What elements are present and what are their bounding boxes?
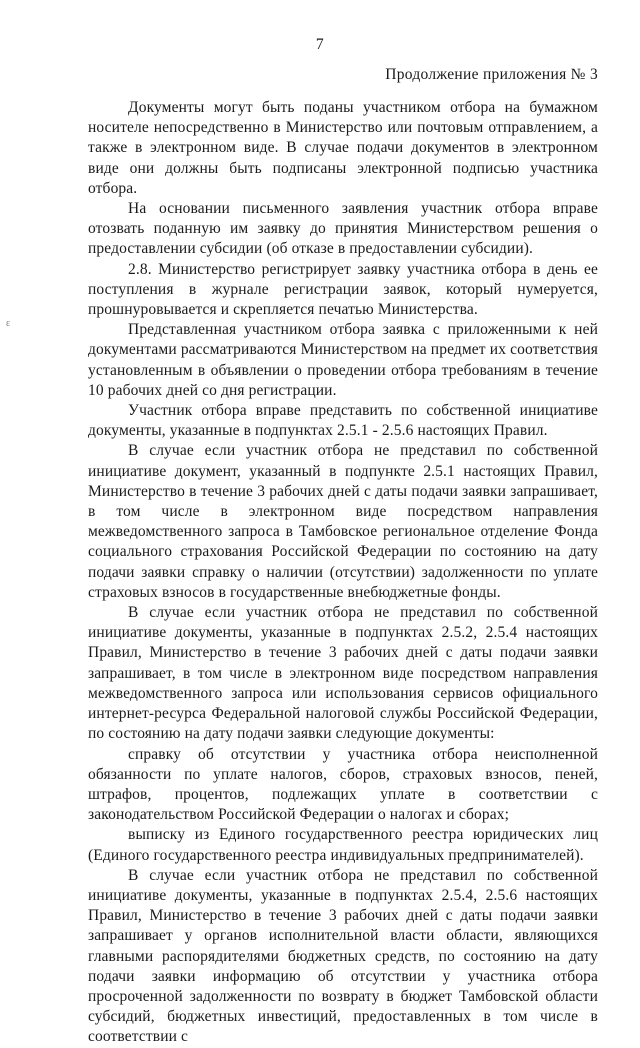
page-number: 7 xyxy=(315,36,325,53)
paragraph-registry-extract: выписку из Единого государственного реестра юридических лиц (Единого государственного реестра индивидуальных предпринимателей). xyxy=(88,826,598,864)
paragraph-withdrawal: На основании письменного заявления участник отбора вправе отозвать поданную им заявку до принятия Министерством решения о предоставлении субсидии (об отказе в предоставлении субсидии). xyxy=(88,200,598,258)
appendix-continuation-label: Продолжение приложения № 3 xyxy=(385,66,598,83)
margin-mark: ε xyxy=(6,318,11,329)
paragraph-submission-methods: Документы могут быть поданы участником отбора на бумажном носителе непосредственно в Министерство или почтовым отправлением, а также в электронном виде. В случае подачи документов в электронном виде они должны быть подписаны электронной подписью участника отбора. xyxy=(88,99,598,197)
paragraph-own-initiative: Участник отбора вправе представить по собственной инициативе документы, указанные в подпунктах 2.5.1 - 2.5.6 настоящих Правил. xyxy=(88,402,598,440)
paragraph-tax-certificate: справку об отсутствии у участника отбора неисполненной обязанности по уплате налогов, сборов, страховых взносов, пеней, штрафов, процентов, подлежащих уплате в соответствии с законодательством Российской Федерации о налогах и сборах; xyxy=(88,745,598,824)
paragraph-budget-debt-request: В случае если участник отбора не представил по собственной инициативе документы, указанные в подпунктах 2.5.4, 2.5.6 настоящих Правил, Министерство в течение 3 рабочих дней с даты подачи заявки запрашивает у органов исполнительной власти области, являющихся главными распорядителями бюджетных средств, по состоянию на дату подачи заявки информацию об отсутствии у участника отбора просроченной задолженности по возврату в бюджет Тамбовской области субсидий, бюджетных инвестиций, предоставленных в том числе в соответствии с xyxy=(88,866,598,1046)
paragraph-review-period: Представленная участником отбора заявка с приложенными к ней документами рассматриваются Министерством на предмет их соответствия установленным в объявлении о проведении отбора требованиям в течение 10 рабочих дней со дня регистрации. xyxy=(88,321,598,399)
paragraph-tax-service-request: В случае если участник отбора не представил по собственной инициативе документы, указанные в подпунктах 2.5.2, 2.5.4 настоящих Правил, Министерство в течение 3 рабочих дней с даты подачи заявки запрашивает, в том числе в электронном виде посредством направления межведомственного запроса или использования сервисов официального интернет-ресурса Федеральной налоговой службы Российской Федерации, по состоянию на дату подачи заявки следующие документы: xyxy=(88,604,598,743)
paragraph-registration-2-8: 2.8. Министерство регистрирует заявку участника отбора в день ее поступления в журнале регистрации заявок, который нумеруется, прошнуровывается и скрепляется печатью Министерства. xyxy=(88,260,598,319)
document-body xyxy=(88,98,598,1048)
paragraph-social-insurance-request: В случае если участник отбора не представил по собственной инициативе документ, указанный в подпункте 2.5.1 настоящих Правил, Министерство в течение 3 рабочих дней с даты подачи заявки запрашивает, в том числе в электронном виде посредством направления межведомственного запроса в Тамбовское региональное отделение Фонда социального страхования Российской Федерации по состоянию на дату подачи заявки справку о наличии (отсутствии) задолженности по уплате страховых взносов в государственные внебюджетные фонды. xyxy=(88,442,598,601)
